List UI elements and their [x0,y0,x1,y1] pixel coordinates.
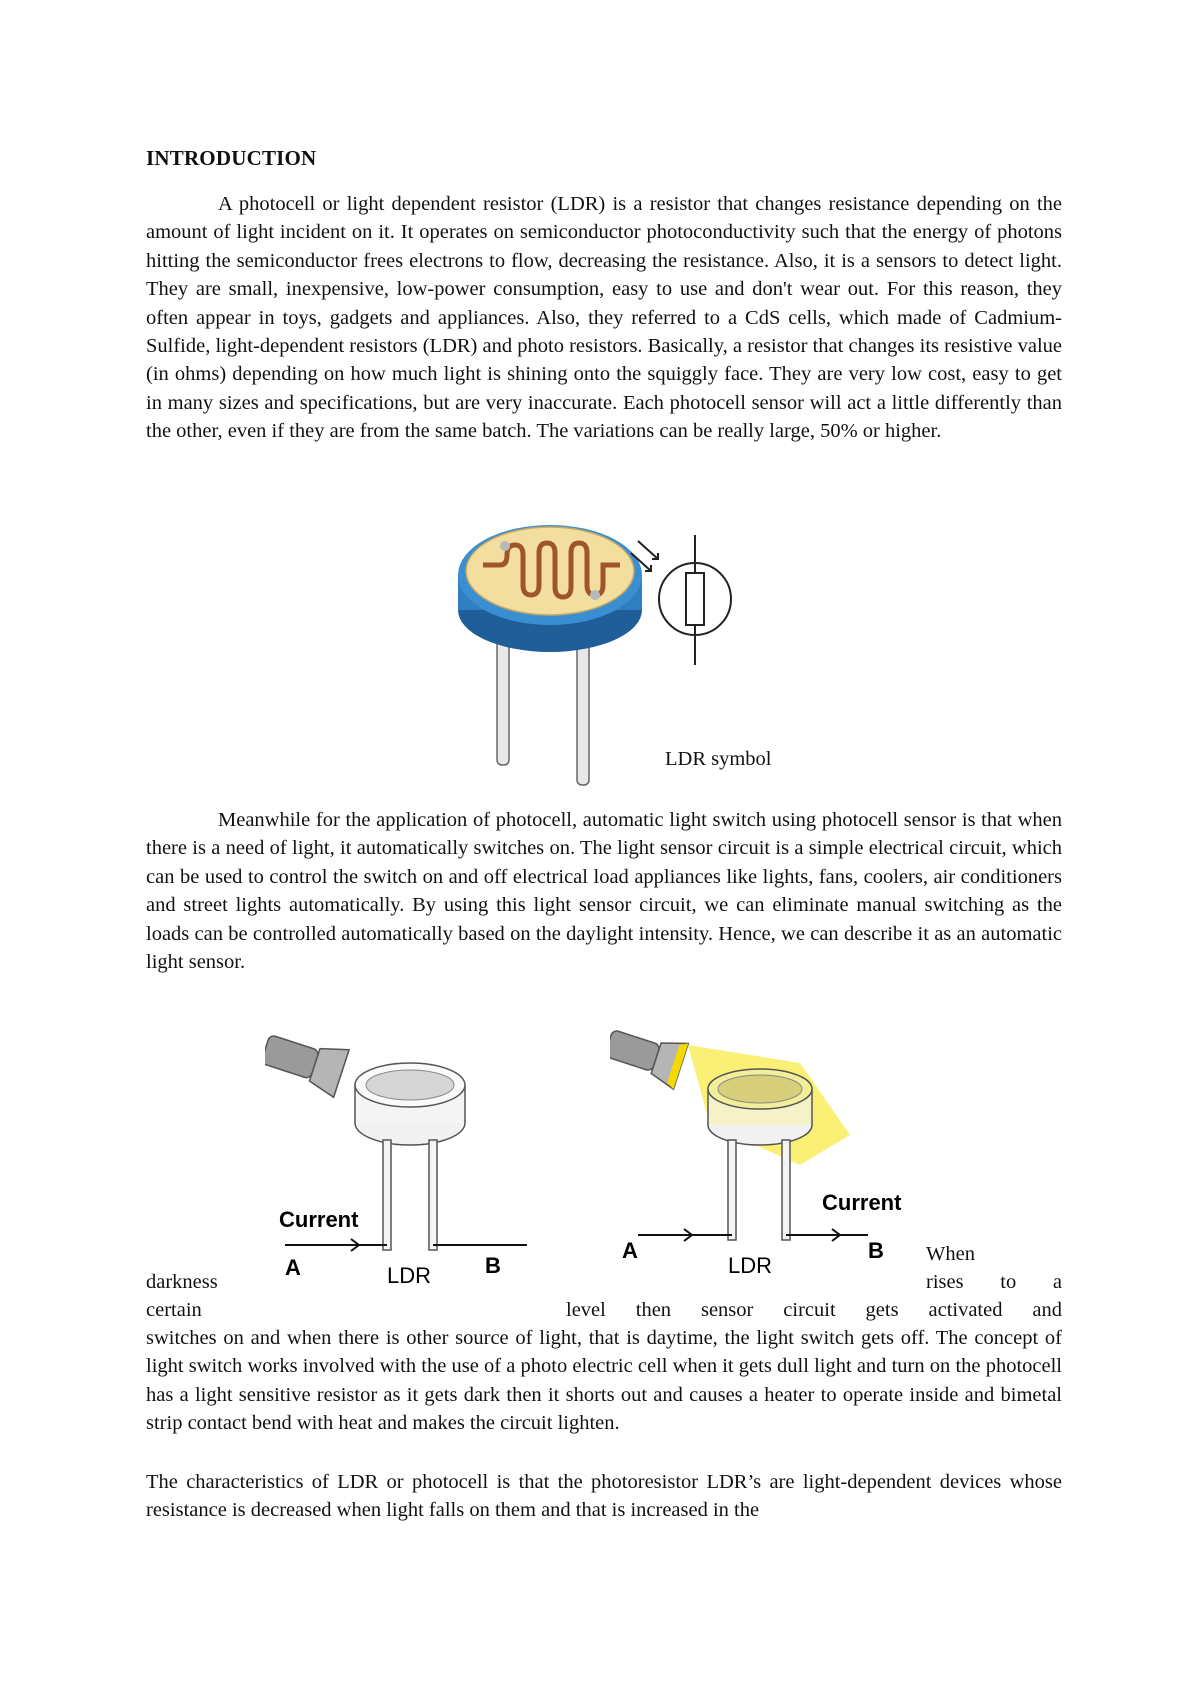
paragraph-intro: A photocell or light dependent resistor (LDR) is a resistor that changes resistance depending on the amount of light incident on it. It operates on semiconductor photoconductivity such that the energy of photons hitting the semiconductor frees electrons to flow, decreasing the resistance. Also, it is a sensors to detect light. They are small, inexpensive, low-power consumption, easy to use and don't wear out. For this reason, they often appear in toys, gadgets and appliances. Also, they referred to a CdS cells, which made of Cadmium-Sulfide, light-dependent resistors (LDR) and photo resistors. Basically, a resistor that changes its resistive value (in ohms) depending on how much light is shining onto the squiggly face. They are very low cost, easy to get in many sizes and specifications, but are very inaccurate. Each photocell sensor will act a little differently than the other, even if they are from the same batch. The variations can be really large, 50% or higher. [146,193,1062,443]
ldr-schematic-symbol [631,535,731,665]
terminal-b-label: B [485,1253,501,1278]
ldr-dark-illustration [265,1015,545,1290]
current-label: Current [822,1190,902,1215]
wrap-text-certain: certain [146,1299,202,1321]
section-heading: INTRODUCTION [146,146,317,170]
wrap-text-when: When [926,1243,975,1265]
ldr-label: LDR [728,1253,773,1278]
ldr-leg-right [577,635,589,785]
paragraph-characteristics: The characteristics of LDR or photocell is that the photoresistor LDR’s are light-dependent devices whose resistance is decreased when light falls on them and that is increased in the [146,1471,1062,1522]
flashlight-icon [265,1025,349,1097]
current-label: Current [279,1207,359,1232]
ldr-figure [455,515,755,787]
ldr-lit-figure [610,1015,910,1285]
ldr-leg-left [497,635,509,765]
terminal-b-label: B [868,1238,884,1263]
ldr-contact-dot [590,590,600,600]
wrap-text-level: level then sensor circuit gets activated and [566,1299,1062,1321]
ldr-dark-figure [265,1015,545,1290]
terminal-a-label: A [285,1255,301,1280]
terminal-a-label: A [622,1238,638,1263]
wrap-text-rises: rises to a [926,1271,1062,1293]
paragraph-light-switch: switches on and when there is other source of light, that is daytime, the light switch gets off. The concept of light switch works involved with the use of a photo electric cell when it gets dull light and turn on the photocell has a light sensitive resistor as it gets dark then it shorts out and causes a heater to operate inside and bimetal strip contact bend with heat and makes the circuit lighten. [146,1327,1062,1435]
ldr-illustration [455,515,755,787]
paragraph-application: Meanwhile for the application of photocell, automatic light switch using photocell sensor is that when there is a need of light, it automatically switches on. The light sensor circuit is a simple electrical circuit, which can be used to control the switch on and off electrical load appliances like lights, fans, coolers, air conditioners and street lights automatically. By using this light sensor circuit, we can eliminate manual switching as the loads can be controlled automatically based on the daylight intensity. Hence, we can describe it as an automatic light sensor. [146,809,1062,974]
ldr-contact-dot [500,541,510,551]
ldr-face [466,527,634,615]
figure-caption: LDR symbol [665,748,772,770]
flashlight-icon [610,1020,688,1089]
ldr-label: LDR [387,1263,432,1288]
ldr-lit-illustration [610,1015,910,1285]
wrap-text-darkness: darkness [146,1271,218,1293]
